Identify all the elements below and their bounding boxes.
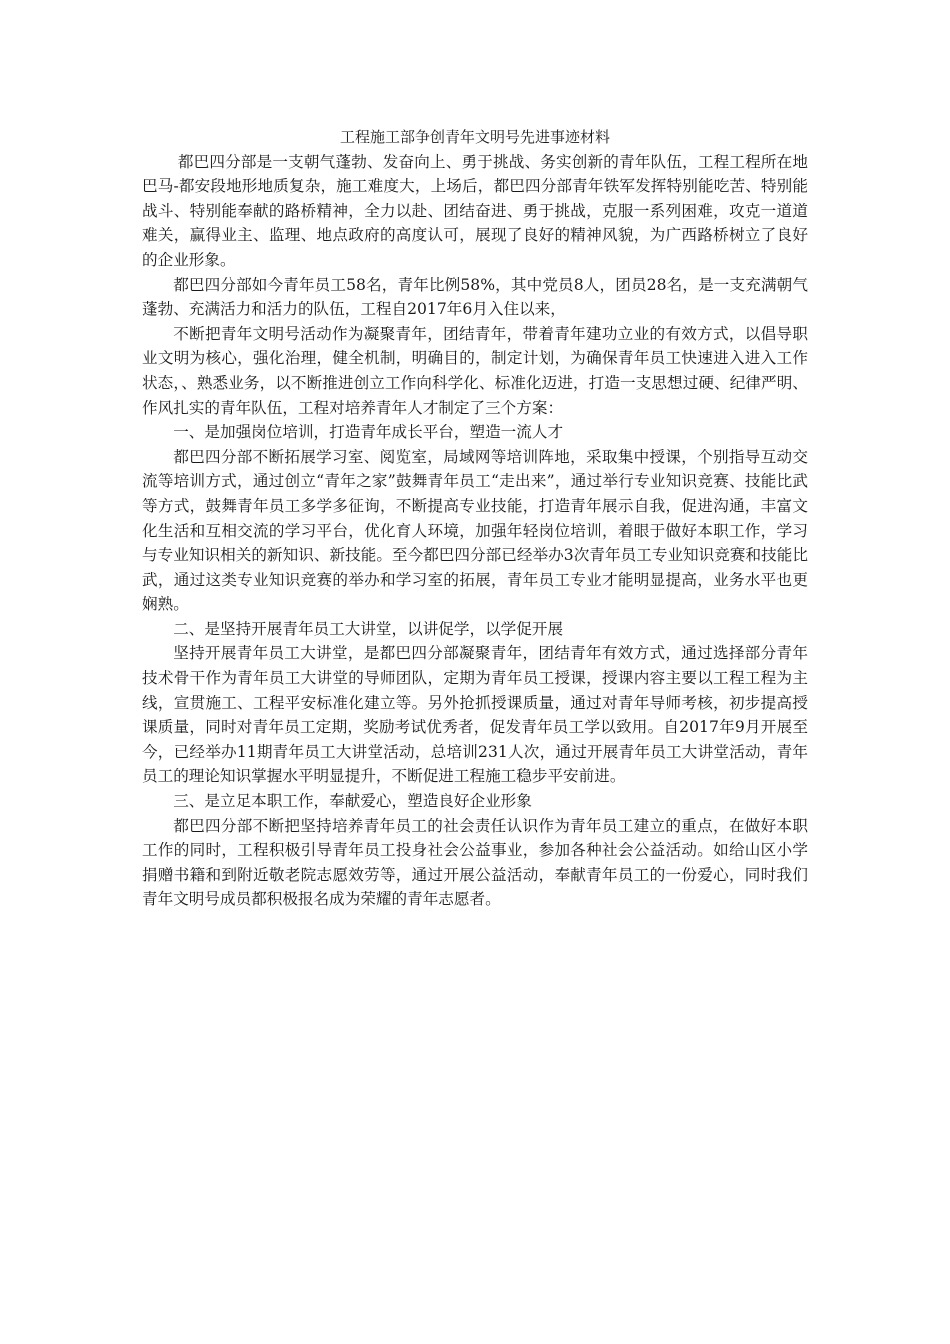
section-heading-2: 二、是坚持开展青年员工大讲堂，以讲促学，以学促开展 (173, 619, 564, 638)
section-heading-1: 一、是加强岗位培训，打造青年成长平台，塑造一流人才 (173, 423, 564, 442)
section-heading-3: 三、是立足本职工作，奉献爱心，塑造良好企业形象 (173, 792, 532, 811)
document-page (142, 125, 808, 912)
document-title: 工程施工部争创青年文明号先进事迹材料 (339, 128, 610, 146)
paragraph-intro: 都巴四分部是一支朝气蓬勃、发奋向上、勇于挑战、务实创新的青年队伍，工程工程所在地巴马-都安段地形地质复杂，施工难度大，上场后，都巴四分部青年铁军发挥特别能吃苦、特别能战斗、特别能奉献的路桥精神，全力以赴、团结奋进、勇于挑战，克服一系列困难，攻克一道道难关，赢得业主、监理、地点政府的高度认可，展现了良好的精神风貌，为广西路桥树立了良好的企业形象。 (142, 152, 808, 269)
paragraph-training: 都巴四分部不断拓展学习室、阅览室，局域网等培训阵地，采取集中授课，个别指导互动交流等培训方式，通过创立“青年之家”鼓舞青年员工“走出来”，通过举行专业知识竞赛、技能比武等方式，鼓舞青年员工多学多征询，不断提高专业技能，打造青年展示自我，促进沟通，丰富文化生活和互相交流的学习平台，优化育人环境，加强年轻岗位培训，着眼于做好本职工作，学习与专业知识相关的新知识、新技能。至今都巴四分部已经举办3次青年员工专业知识竞赛和技能比武，通过这类专业知识竞赛的举办和学习室的拓展，青年员工专业才能明显提高，业务水平也更娴熟。 (142, 447, 808, 614)
paragraph-volunteer: 都巴四分部不断把坚持培养青年员工的社会责任认识作为青年员工建立的重点，在做好本职工作的同时，工程积极引导青年员工投身社会公益事业，参加各种社会公益活动。如给山区小学捐赠书籍和到附近敬老院志愿效劳等，通过开展公益活动，奉献青年员工的一份爱心，同时我们青年文明号成员都积极报名成为荣耀的青年志愿者。 (142, 816, 808, 909)
paragraph-lecture: 坚持开展青年员工大讲堂，是都巴四分部凝聚青年，团结青年有效方式，通过选择部分青年技术骨干作为青年员工大讲堂的导师团队，定期为青年员工授课，授课内容主要以工程工程为主线，宣贯施工、工程平安标准化建立等。另外抢抓授课质量，通过对青年导师考核，初步提高授课质量，同时对青年员工定期，奖励考试优秀者，促发青年员工学以致用。自2017年9月开展至今，已经举办11期青年员工大讲堂活动，总培训231人次，通过开展青年员工大讲堂活动，青年员工的理论知识掌握水平明显提升，不断促进工程施工稳步平安前进。 (142, 644, 808, 786)
paragraph-staff: 都巴四分部如今青年员工58名，青年比例58%，其中党员8人，团员28名，是一支充满朝气蓬勃、充满活力和活力的队伍，工程自2017年6月入住以来， (142, 275, 808, 319)
paragraph-activities: 不断把青年文明号活动作为凝聚青年，团结青年，带着青年建功立业的有效方式，以倡导职业文明为核心，强化治理，健全机制，明确目的，制定计划，为确保青年员工快速进入进入工作状态，、熟悉业务，以不断推进创立工作向科学化、标准化迈进，打造一支思想过硬、纪律严明、作风扎实的青年队伍，工程对培养青年人才制定了三个方案： (142, 324, 808, 417)
